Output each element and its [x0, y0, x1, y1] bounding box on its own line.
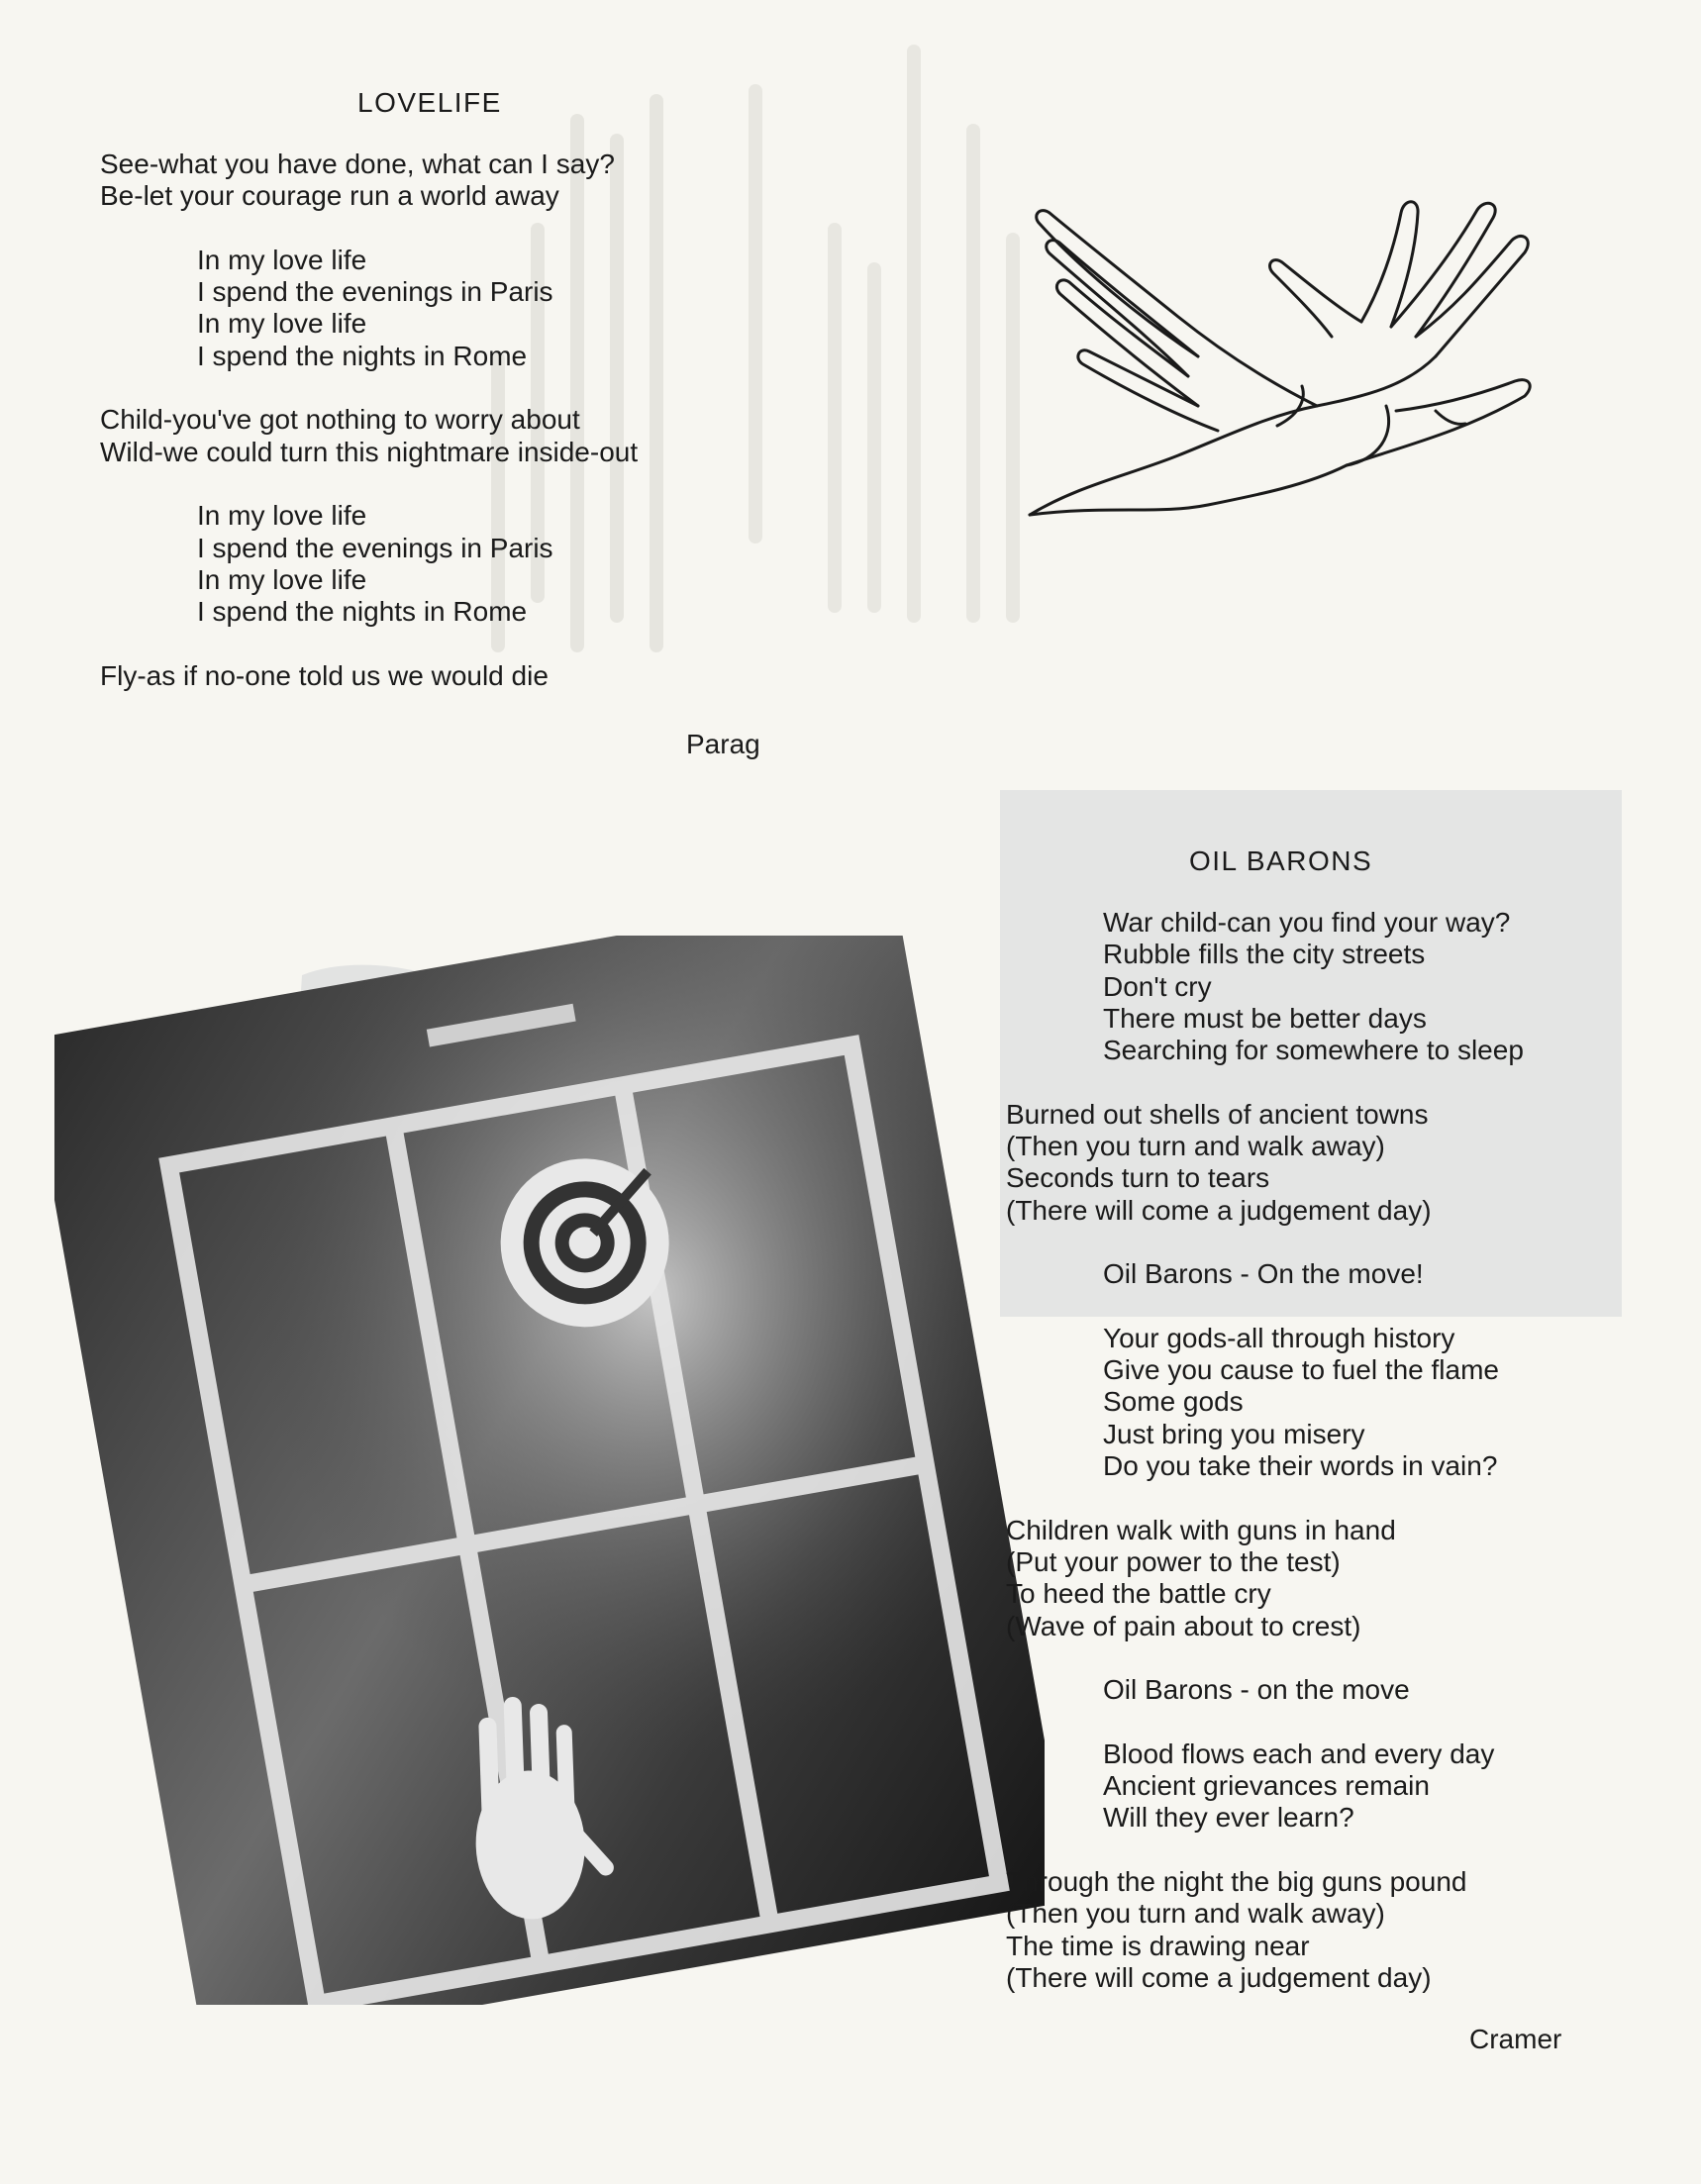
poem-line: Your gods-all through history	[1103, 1322, 1455, 1353]
stanza-break	[100, 213, 638, 245]
poem-line: I spend the evenings in Paris	[197, 532, 553, 563]
poem-line: Ancient grievances remain	[1103, 1770, 1430, 1802]
poem-line: War child-can you find your way?	[1103, 907, 1511, 938]
oil-barons-title: OIL BARONS	[1189, 845, 1373, 876]
poem-line: Wild-we could turn this nightmare inside-out	[100, 436, 639, 467]
poem-line: In my love life	[197, 500, 367, 532]
poem-line: Fly-as if no-one told us we would die	[100, 659, 549, 691]
poem-line: In my love life	[197, 244, 367, 275]
poem-line: Just bring you misery	[1103, 1418, 1365, 1449]
poem-line: Do you take their words in vain?	[1103, 1450, 1498, 1482]
stanza-break	[1006, 1642, 1524, 1674]
oil-barons-poem	[1006, 907, 1524, 1994]
flying-hand-drawing	[1020, 188, 1554, 545]
poem-line: In my love life	[197, 563, 367, 595]
lovelife-author: Parag	[686, 729, 760, 759]
poem-line: Don't cry	[1103, 970, 1212, 1002]
stanza-break	[1006, 1482, 1524, 1514]
poem-line: In my love life	[197, 308, 367, 340]
poem-line: (Wave of pain about to crest)	[1006, 1610, 1361, 1641]
poem-line: Oil Barons - on the move	[1103, 1674, 1410, 1706]
poem-line: Child-you've got nothing to worry about	[100, 404, 580, 436]
poem-line: Through the night the big guns pound	[1006, 1865, 1467, 1897]
stanza-break	[100, 468, 638, 500]
poem-line: I spend the evenings in Paris	[197, 276, 553, 308]
lovelife-title: LOVELIFE	[357, 87, 502, 118]
poem-line: Seconds turn to tears	[1006, 1162, 1270, 1194]
poem-line: See-what you have done, what can I say?	[100, 149, 615, 179]
window-photo	[54, 936, 1045, 2005]
poem-line: I spend the nights in Rome	[197, 340, 528, 371]
poem-line: Searching for somewhere to sleep	[1103, 1035, 1524, 1066]
poem-line: Children walk with guns in hand	[1006, 1514, 1396, 1545]
stanza-break	[100, 372, 638, 404]
stanza-break	[1006, 1835, 1524, 1866]
poem-line: (There will come a judgement day)	[1006, 1961, 1432, 1993]
poem-line: Will they ever learn?	[1103, 1802, 1354, 1834]
stanza-break	[1006, 1291, 1524, 1323]
stanza-break	[100, 628, 638, 659]
poem-line: (There will come a judgement day)	[1006, 1194, 1432, 1226]
stanza-break	[1006, 1066, 1524, 1098]
poem-line: There must be better days	[1103, 1002, 1427, 1034]
poem-line: To heed the battle cry	[1006, 1578, 1271, 1610]
poem-line: Blood flows each and every day	[1103, 1737, 1495, 1769]
poem-line: I spend the nights in Rome	[197, 596, 528, 628]
bleed-through-center	[733, 79, 1050, 723]
oil-barons-author: Cramer	[1469, 2024, 1562, 2054]
poem-line: The time is drawing near	[1006, 1930, 1310, 1961]
poem-line: Burned out shells of ancient towns	[1006, 1098, 1429, 1130]
poem-line: (Put your power to the test)	[1006, 1545, 1341, 1577]
stanza-break	[1006, 1706, 1524, 1737]
poem-line: (Then you turn and walk away)	[1006, 1131, 1385, 1162]
bleed-lines-icon	[716, 42, 1033, 685]
poem-line: (Then you turn and walk away)	[1006, 1898, 1385, 1930]
poem-line: Give you cause to fuel the flame	[1103, 1354, 1499, 1386]
stanza-break	[1006, 1227, 1524, 1258]
poem-line: Rubble fills the city streets	[1103, 939, 1426, 970]
poem-line: Oil Barons - On the move!	[1103, 1258, 1424, 1290]
lovelife-poem	[100, 149, 638, 692]
poem-line: Be-let your courage run a world away	[100, 180, 559, 212]
poem-line: Some gods	[1103, 1386, 1244, 1418]
